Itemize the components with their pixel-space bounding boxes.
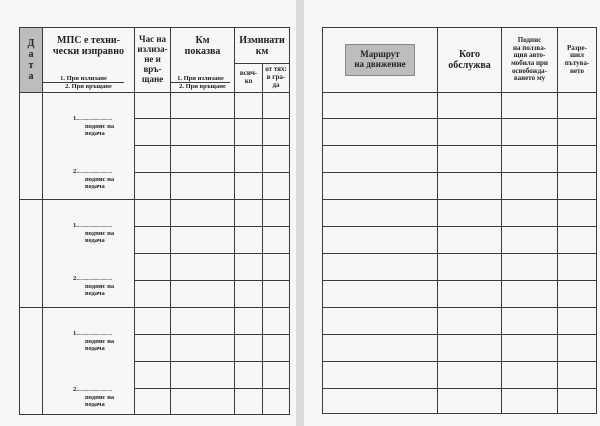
- km-cell[interactable]: [171, 227, 235, 254]
- authorized-cell[interactable]: [558, 173, 597, 200]
- header-row: [20, 28, 290, 64]
- authorized-cell[interactable]: [558, 308, 597, 335]
- time-cell[interactable]: [135, 389, 171, 415]
- served-cell[interactable]: [438, 281, 502, 308]
- city-cell[interactable]: [263, 389, 290, 415]
- total-cell[interactable]: [235, 254, 263, 281]
- table-row: [323, 119, 597, 146]
- driver-signature-2: 2............................... подпис на водача: [73, 168, 115, 191]
- time-cell[interactable]: [135, 308, 171, 335]
- user-signature-cell[interactable]: [502, 254, 558, 281]
- date-cell[interactable]: [20, 308, 43, 415]
- total-cell[interactable]: [235, 335, 263, 362]
- authorized-cell[interactable]: [558, 362, 597, 389]
- city-cell[interactable]: [263, 119, 290, 146]
- total-cell[interactable]: [235, 281, 263, 308]
- km-cell[interactable]: [171, 281, 235, 308]
- user-signature-cell[interactable]: [502, 362, 558, 389]
- served-cell[interactable]: [438, 173, 502, 200]
- km-cell[interactable]: [171, 254, 235, 281]
- user-signature-cell[interactable]: [502, 308, 558, 335]
- route-cell[interactable]: [323, 119, 438, 146]
- signature-cell[interactable]: [43, 200, 135, 308]
- user-signature-cell[interactable]: [502, 173, 558, 200]
- driver-signature-2: 2............................... подпис на водача: [73, 386, 115, 409]
- time-cell[interactable]: [135, 254, 171, 281]
- time-cell[interactable]: [135, 200, 171, 227]
- user-signature-cell[interactable]: [502, 335, 558, 362]
- km-cell[interactable]: [171, 389, 235, 415]
- table-row: [323, 173, 597, 200]
- route-cell[interactable]: [323, 173, 438, 200]
- route-cell[interactable]: [323, 335, 438, 362]
- authorized-by-header: Разре- шил пътува- нето: [558, 28, 597, 93]
- served-cell[interactable]: [438, 93, 502, 119]
- signature-cell[interactable]: [43, 93, 135, 200]
- total-cell[interactable]: [235, 119, 263, 146]
- trip-log-left-table: [19, 27, 290, 415]
- city-cell[interactable]: [263, 93, 290, 119]
- authorized-cell[interactable]: [558, 389, 597, 414]
- total-cell[interactable]: [235, 146, 263, 173]
- user-signature-header: Подпис на ползва- щия авто- мобила при освобожда- ването му: [502, 28, 558, 93]
- served-cell[interactable]: [438, 146, 502, 173]
- route-cell[interactable]: [323, 362, 438, 389]
- time-cell[interactable]: [135, 335, 171, 362]
- km-travelled-header: Изминати км: [235, 28, 290, 64]
- route-cell[interactable]: [323, 254, 438, 281]
- city-km-header: от тях: в гра- да: [263, 64, 290, 93]
- km-reading-header: Км показва: [171, 28, 235, 64]
- total-cell[interactable]: [235, 173, 263, 200]
- route-header-box: Маршрут на движение: [345, 44, 414, 76]
- total-cell[interactable]: [235, 200, 263, 227]
- total-cell[interactable]: [235, 227, 263, 254]
- authorized-cell[interactable]: [558, 200, 597, 227]
- city-cell[interactable]: [263, 362, 290, 389]
- table-row: [323, 335, 597, 362]
- city-cell[interactable]: [263, 200, 290, 227]
- km-cell[interactable]: [171, 93, 235, 119]
- city-cell[interactable]: [263, 227, 290, 254]
- header-row: [323, 28, 597, 93]
- total-cell[interactable]: [235, 389, 263, 415]
- total-km-header: всич- ко: [235, 64, 263, 93]
- trip-log-right-table: [322, 27, 597, 414]
- table-row: [323, 281, 597, 308]
- time-cell[interactable]: [135, 173, 171, 200]
- table-row: [323, 200, 597, 227]
- table-row: [323, 227, 597, 254]
- date-cell[interactable]: [20, 200, 43, 308]
- authorized-cell[interactable]: [558, 119, 597, 146]
- signature-cell[interactable]: [43, 308, 135, 415]
- user-signature-cell[interactable]: [502, 389, 558, 414]
- page-gutter: [296, 0, 304, 426]
- km-cell[interactable]: [171, 200, 235, 227]
- time-cell[interactable]: [135, 227, 171, 254]
- table-row: [323, 362, 597, 389]
- time-cell[interactable]: [135, 119, 171, 146]
- table-row: [323, 389, 597, 414]
- km-cell[interactable]: [171, 119, 235, 146]
- mps-condition-header: МПС е техни- чески изправно: [43, 28, 135, 64]
- route-cell[interactable]: [323, 200, 438, 227]
- time-cell[interactable]: [135, 93, 171, 119]
- city-cell[interactable]: [263, 308, 290, 335]
- km-cell[interactable]: [171, 146, 235, 173]
- city-cell[interactable]: [263, 173, 290, 200]
- date-cell[interactable]: [20, 93, 43, 200]
- authorized-cell[interactable]: [558, 281, 597, 308]
- mps-sublabels: 1. При излизане 2. При връщане: [43, 64, 135, 93]
- served-cell[interactable]: [438, 389, 502, 414]
- served-cell[interactable]: [438, 119, 502, 146]
- table-row: [323, 254, 597, 281]
- table-row: [323, 308, 597, 335]
- date-header: Д а т а: [20, 28, 43, 93]
- user-signature-cell[interactable]: [502, 200, 558, 227]
- user-signature-cell[interactable]: [502, 119, 558, 146]
- table-row: [20, 93, 290, 119]
- driver-signature-1: 1............................... подпис на водача: [73, 222, 115, 245]
- authorized-cell[interactable]: [558, 93, 597, 119]
- route-cell[interactable]: [323, 146, 438, 173]
- time-cell[interactable]: [135, 362, 171, 389]
- served-cell[interactable]: [438, 362, 502, 389]
- table-row: [323, 93, 597, 119]
- authorized-cell[interactable]: [558, 146, 597, 173]
- served-cell[interactable]: [438, 335, 502, 362]
- user-signature-cell[interactable]: [502, 146, 558, 173]
- total-cell[interactable]: [235, 362, 263, 389]
- driver-signature-1: 1............................... подпис на водача: [73, 330, 115, 353]
- city-cell[interactable]: [263, 146, 290, 173]
- km-cell[interactable]: [171, 335, 235, 362]
- user-signature-cell[interactable]: [502, 227, 558, 254]
- route-cell[interactable]: [323, 308, 438, 335]
- served-cell[interactable]: [438, 227, 502, 254]
- km-sublabels: 1. При излизане 2. При връщане: [171, 64, 235, 93]
- route-header: [323, 28, 438, 93]
- route-cell[interactable]: [323, 389, 438, 414]
- authorized-cell[interactable]: [558, 254, 597, 281]
- served-cell[interactable]: [438, 308, 502, 335]
- city-cell[interactable]: [263, 335, 290, 362]
- time-header: Час на излиза- не и връ- щане: [135, 28, 171, 93]
- served-header: Кого обслужва: [438, 28, 502, 93]
- authorized-cell[interactable]: [558, 227, 597, 254]
- time-cell[interactable]: [135, 146, 171, 173]
- served-cell[interactable]: [438, 254, 502, 281]
- time-cell[interactable]: [135, 281, 171, 308]
- user-signature-cell[interactable]: [502, 93, 558, 119]
- km-cell[interactable]: [171, 308, 235, 335]
- authorized-cell[interactable]: [558, 335, 597, 362]
- driver-signature-1: 1............................... подпис на водача: [73, 115, 115, 138]
- table-row: [20, 200, 290, 227]
- table-row: [323, 146, 597, 173]
- total-cell[interactable]: [235, 93, 263, 119]
- route-cell[interactable]: [323, 93, 438, 119]
- table-row: [20, 308, 290, 335]
- route-cell[interactable]: [323, 281, 438, 308]
- km-cell[interactable]: [171, 173, 235, 200]
- city-cell[interactable]: [263, 254, 290, 281]
- driver-signature-2: 2............................... подпис на водача: [73, 275, 115, 298]
- route-cell[interactable]: [323, 227, 438, 254]
- km-cell[interactable]: [171, 362, 235, 389]
- served-cell[interactable]: [438, 200, 502, 227]
- city-cell[interactable]: [263, 281, 290, 308]
- total-cell[interactable]: [235, 308, 263, 335]
- user-signature-cell[interactable]: [502, 281, 558, 308]
